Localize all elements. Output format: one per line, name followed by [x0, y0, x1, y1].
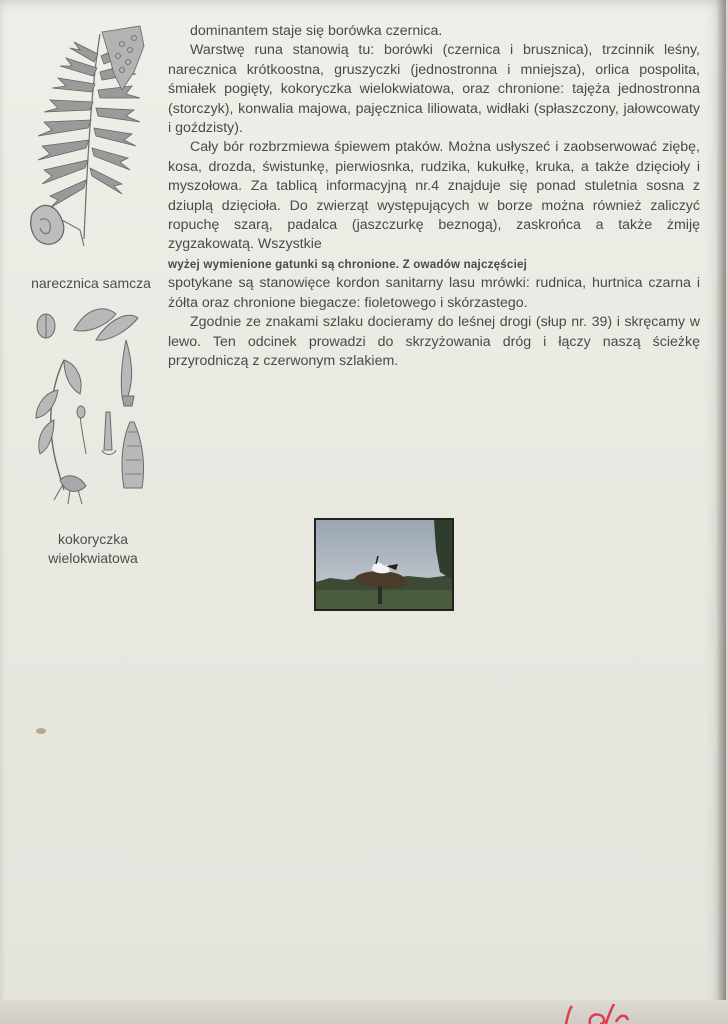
red-handwriting-mark [560, 1004, 630, 1024]
paragraph-1: dominantem staje się borówka czernica. [190, 23, 443, 39]
paper-stain [36, 728, 46, 734]
fern-caption: narecznica samcza [31, 275, 151, 291]
paragraph-3-bold-line: wyżej wymienione gatunki są chronione. Z owadów najczęściej [168, 257, 528, 271]
paragraph-2: Warstwę runa stanowią tu: borówki (czernica i brusznica), trzcinnik leśny, narecznica krótkoostna, gruszyczki (jednostronna i mniejsza), orlica pospolita, śmiałek pogięty, kokoryczka wielokwiatowa, oraz chronione: tajęża jednostronna (storczyk), konwalia majowa, pajęcznica liliowata, widłaki (spłaszczony, jałowcowaty i goździsty). [168, 42, 700, 137]
paragraph-3: Cały bór rozbrzmiewa śpiewem ptaków. Można usłyszeć i zaobserwować ziębę, kosa, drozda, świstunkę, pierwiosnka, rudzika, kukułkę, kruka, a także dzięcioły i myszołowa. Za tablicą informacyjną nr.4 znajduje się ponad stuletnia sosna z dziuplą dzięcioła. Do zwierząt występujących w borze można również zaliczyć ropuchę szarą, padalca (jaszczurkę beznogą), zaskrońca a także żmiję zygzakowatą. Wszystkie [168, 139, 700, 253]
flower-illustration [24, 300, 160, 510]
stork-nest-photo [314, 518, 454, 611]
fern-illustration [22, 24, 152, 254]
paragraph-3-continued: spotykane są stanowięce kordon sanitarny lasu mrówki: rudnica, hurtnica czarna i żółta oraz chronione biegacze: fioletowego i skórzastego. [168, 275, 700, 311]
flower-caption-line1: kokoryczka [57, 531, 129, 547]
flower-caption-line2: wielokwiatowa [48, 550, 138, 566]
paragraph-4: Zgodnie ze znakami szlaku docieramy do leśnej drogi (słup nr. 39) i skręcamy w lewo. Ten odcinek prowadzi do skrzyżowania dróg i łączy naszą ścieżkę przyrodniczą z czerwonym szlakiem. [168, 314, 700, 369]
body-text [168, 22, 700, 371]
flower-caption [20, 530, 166, 568]
